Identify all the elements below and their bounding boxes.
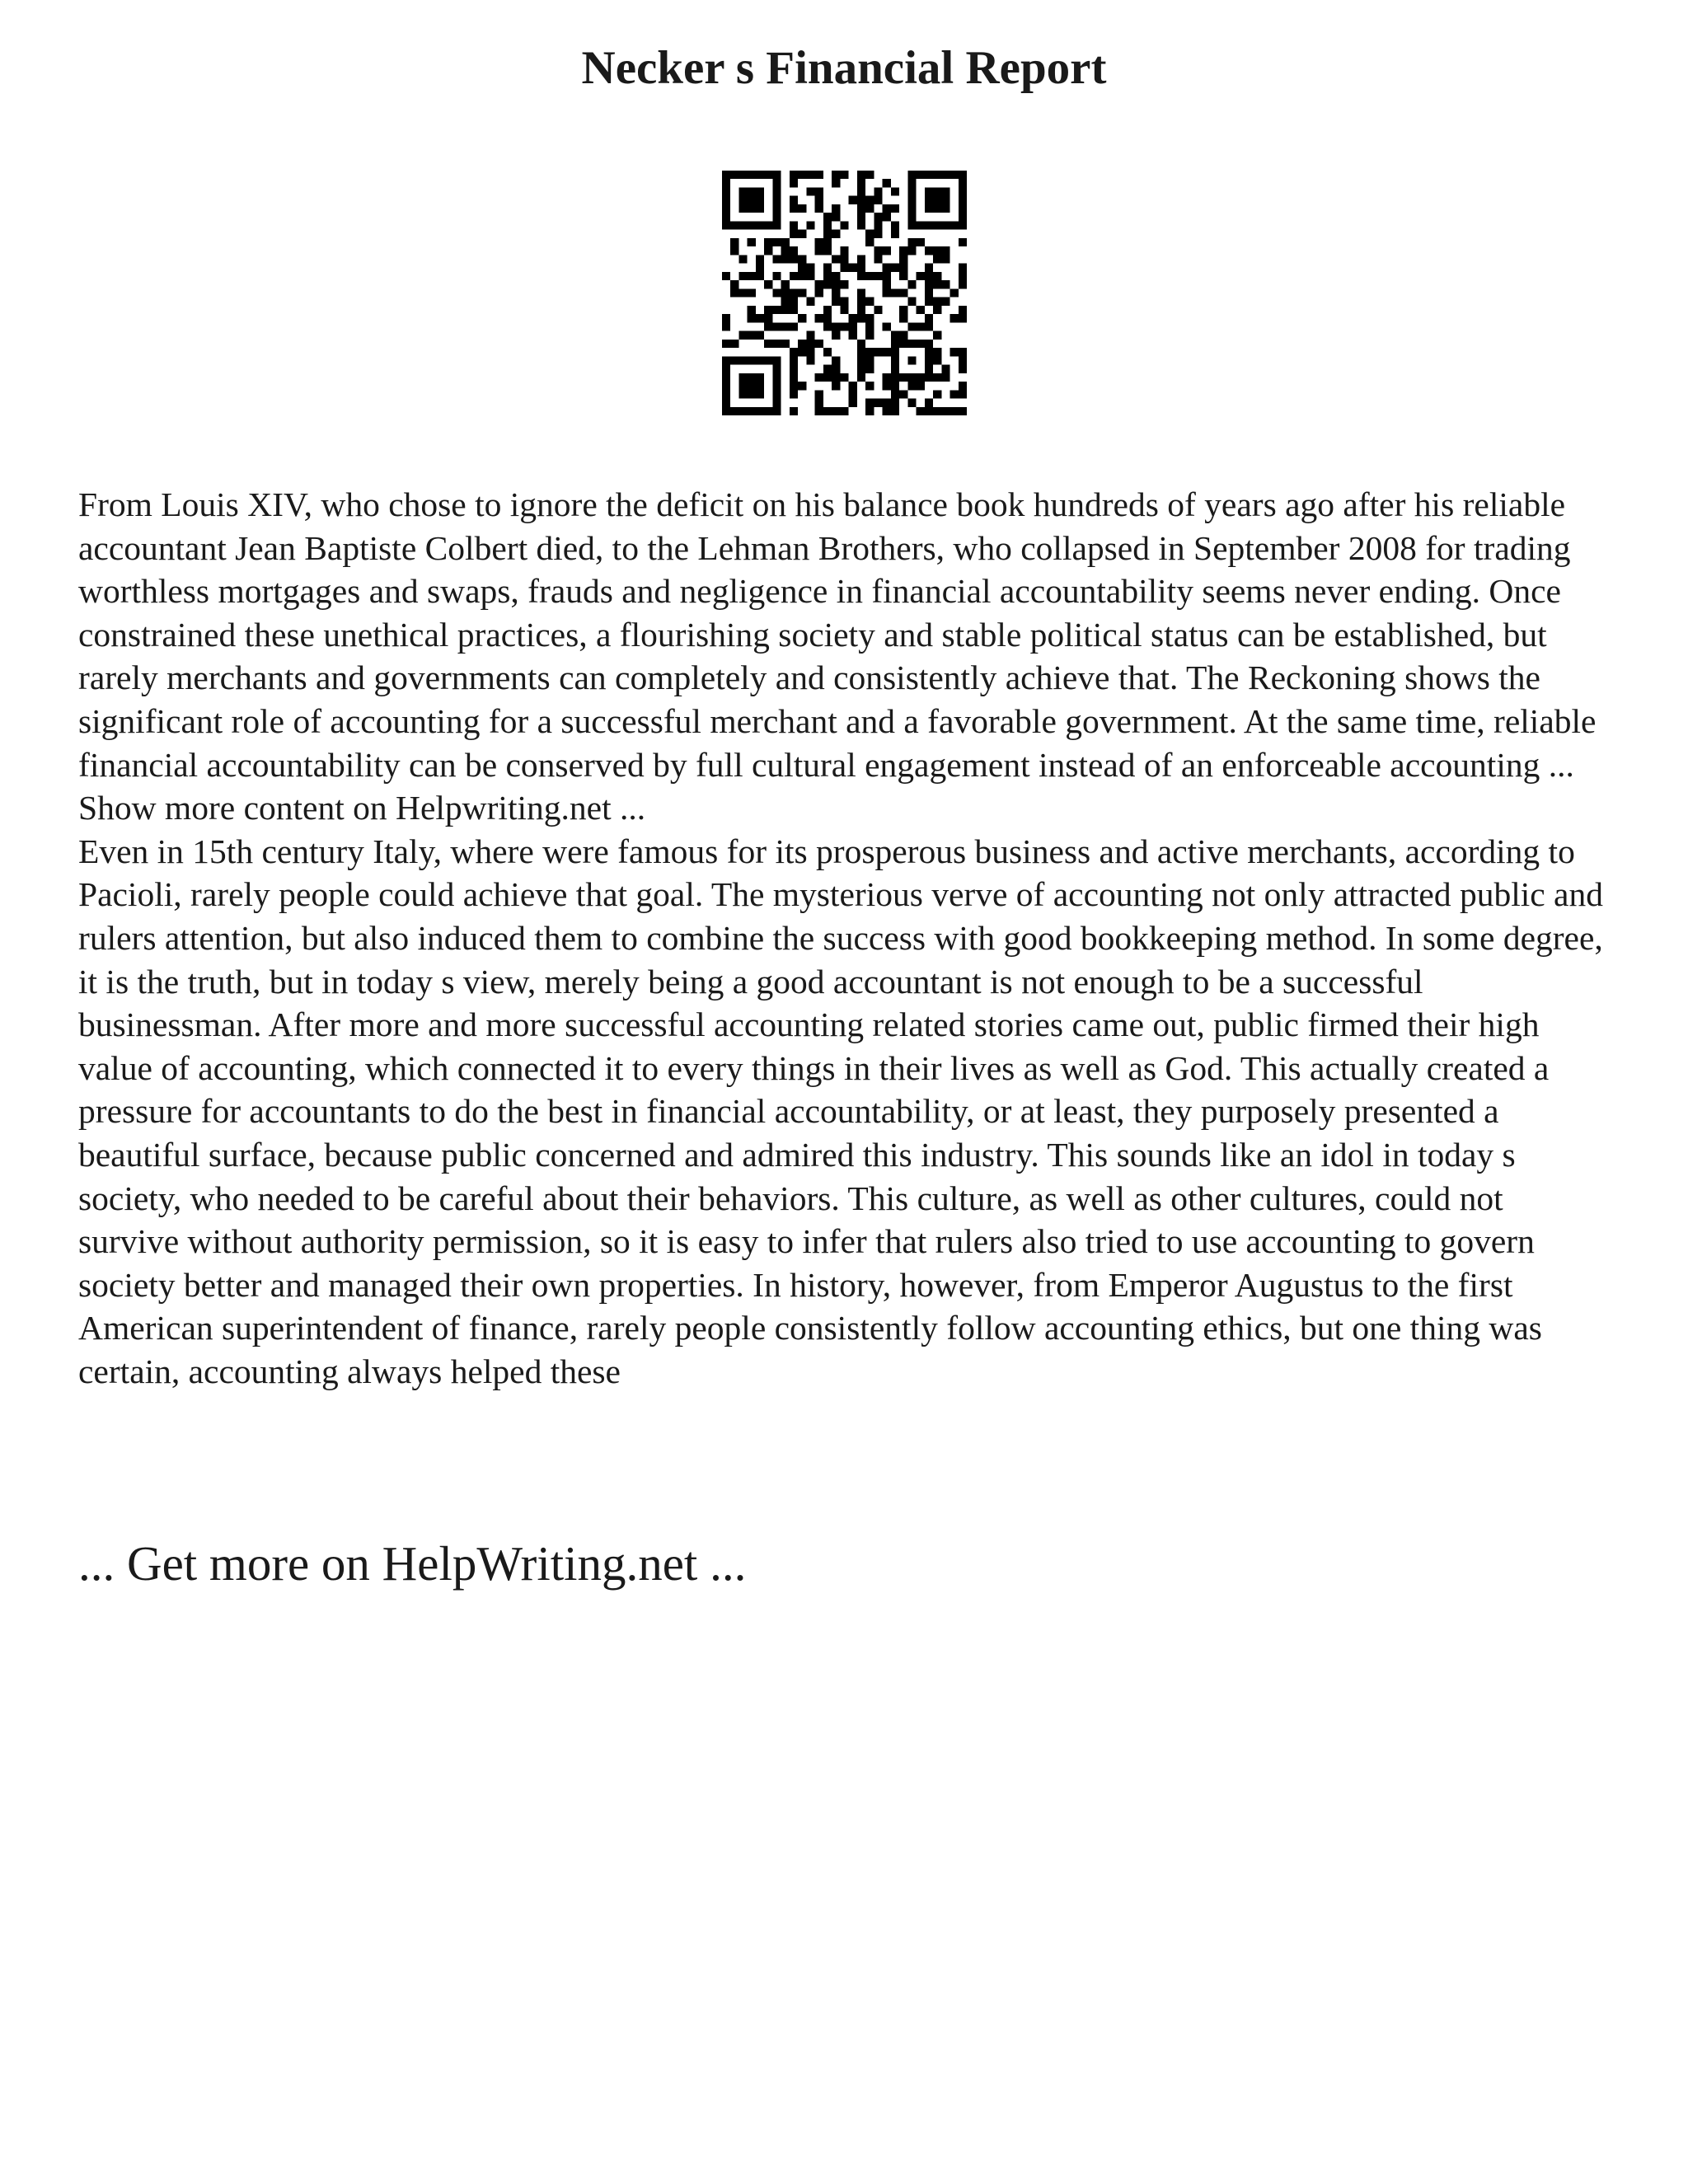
get-more-link[interactable]: ... Get more on HelpWriting.net ...: [78, 1536, 747, 1591]
article-body: [78, 483, 1611, 1393]
qr-code-icon: [722, 171, 967, 415]
body-paragraph: From Louis XIV, who chose to ignore the deficit on his balance book hundreds of years ago after his reliable accountant Jean Baptiste Colbert died, to the Lehman Brothers, who collapsed in September 2008 for trading worthless mortgages and swaps, frauds and negligence in financial accountability seems never ending. Once constrained these unethical practices, a flourishing society and stable political status can be established, but rarely merchants and governments can completely and consistently achieve that. The Reckoning shows the significant role of accounting for a successful merchant and a favorable government. At the same time, reliable financial accountability can be conserved by full cultural engagement instead of an enforceable accounting ... Show more content on Helpwriting.net ...: [78, 485, 1597, 827]
page-title: Necker s Financial Report: [581, 42, 1107, 94]
body-paragraph: Even in 15th century Italy, where were famous for its prosperous business and active merchants, according to Pacioli, rarely people could achieve that goal. The mysterious verve of accounting not only attracted public and rulers attention, but also induced them to combine the success with good bookkeeping method. In some degree, it is the truth, but in today s view, merely being a good accountant is not enough to be a successful businessman. After more and more successful accounting related stories came out, public firmed their high value of accounting, which connected it to every things in their lives as well as God. This actually created a pressure for accountants to do the best in financial accountability, or at least, they purposely presented a beautiful surface, because public concerned and admired this industry. This sounds like an idol in today s society, who needed to be careful about their behaviors. This culture, as well as other cultures, could not survive without authority permission, so it is easy to infer that rulers also tried to use accounting to govern society better and managed their own properties. In history, however, from Emperor Augustus to the first American superintendent of finance, rarely people consistently follow accounting ethics, but one thing was certain, accounting always helped these: [78, 832, 1603, 1390]
